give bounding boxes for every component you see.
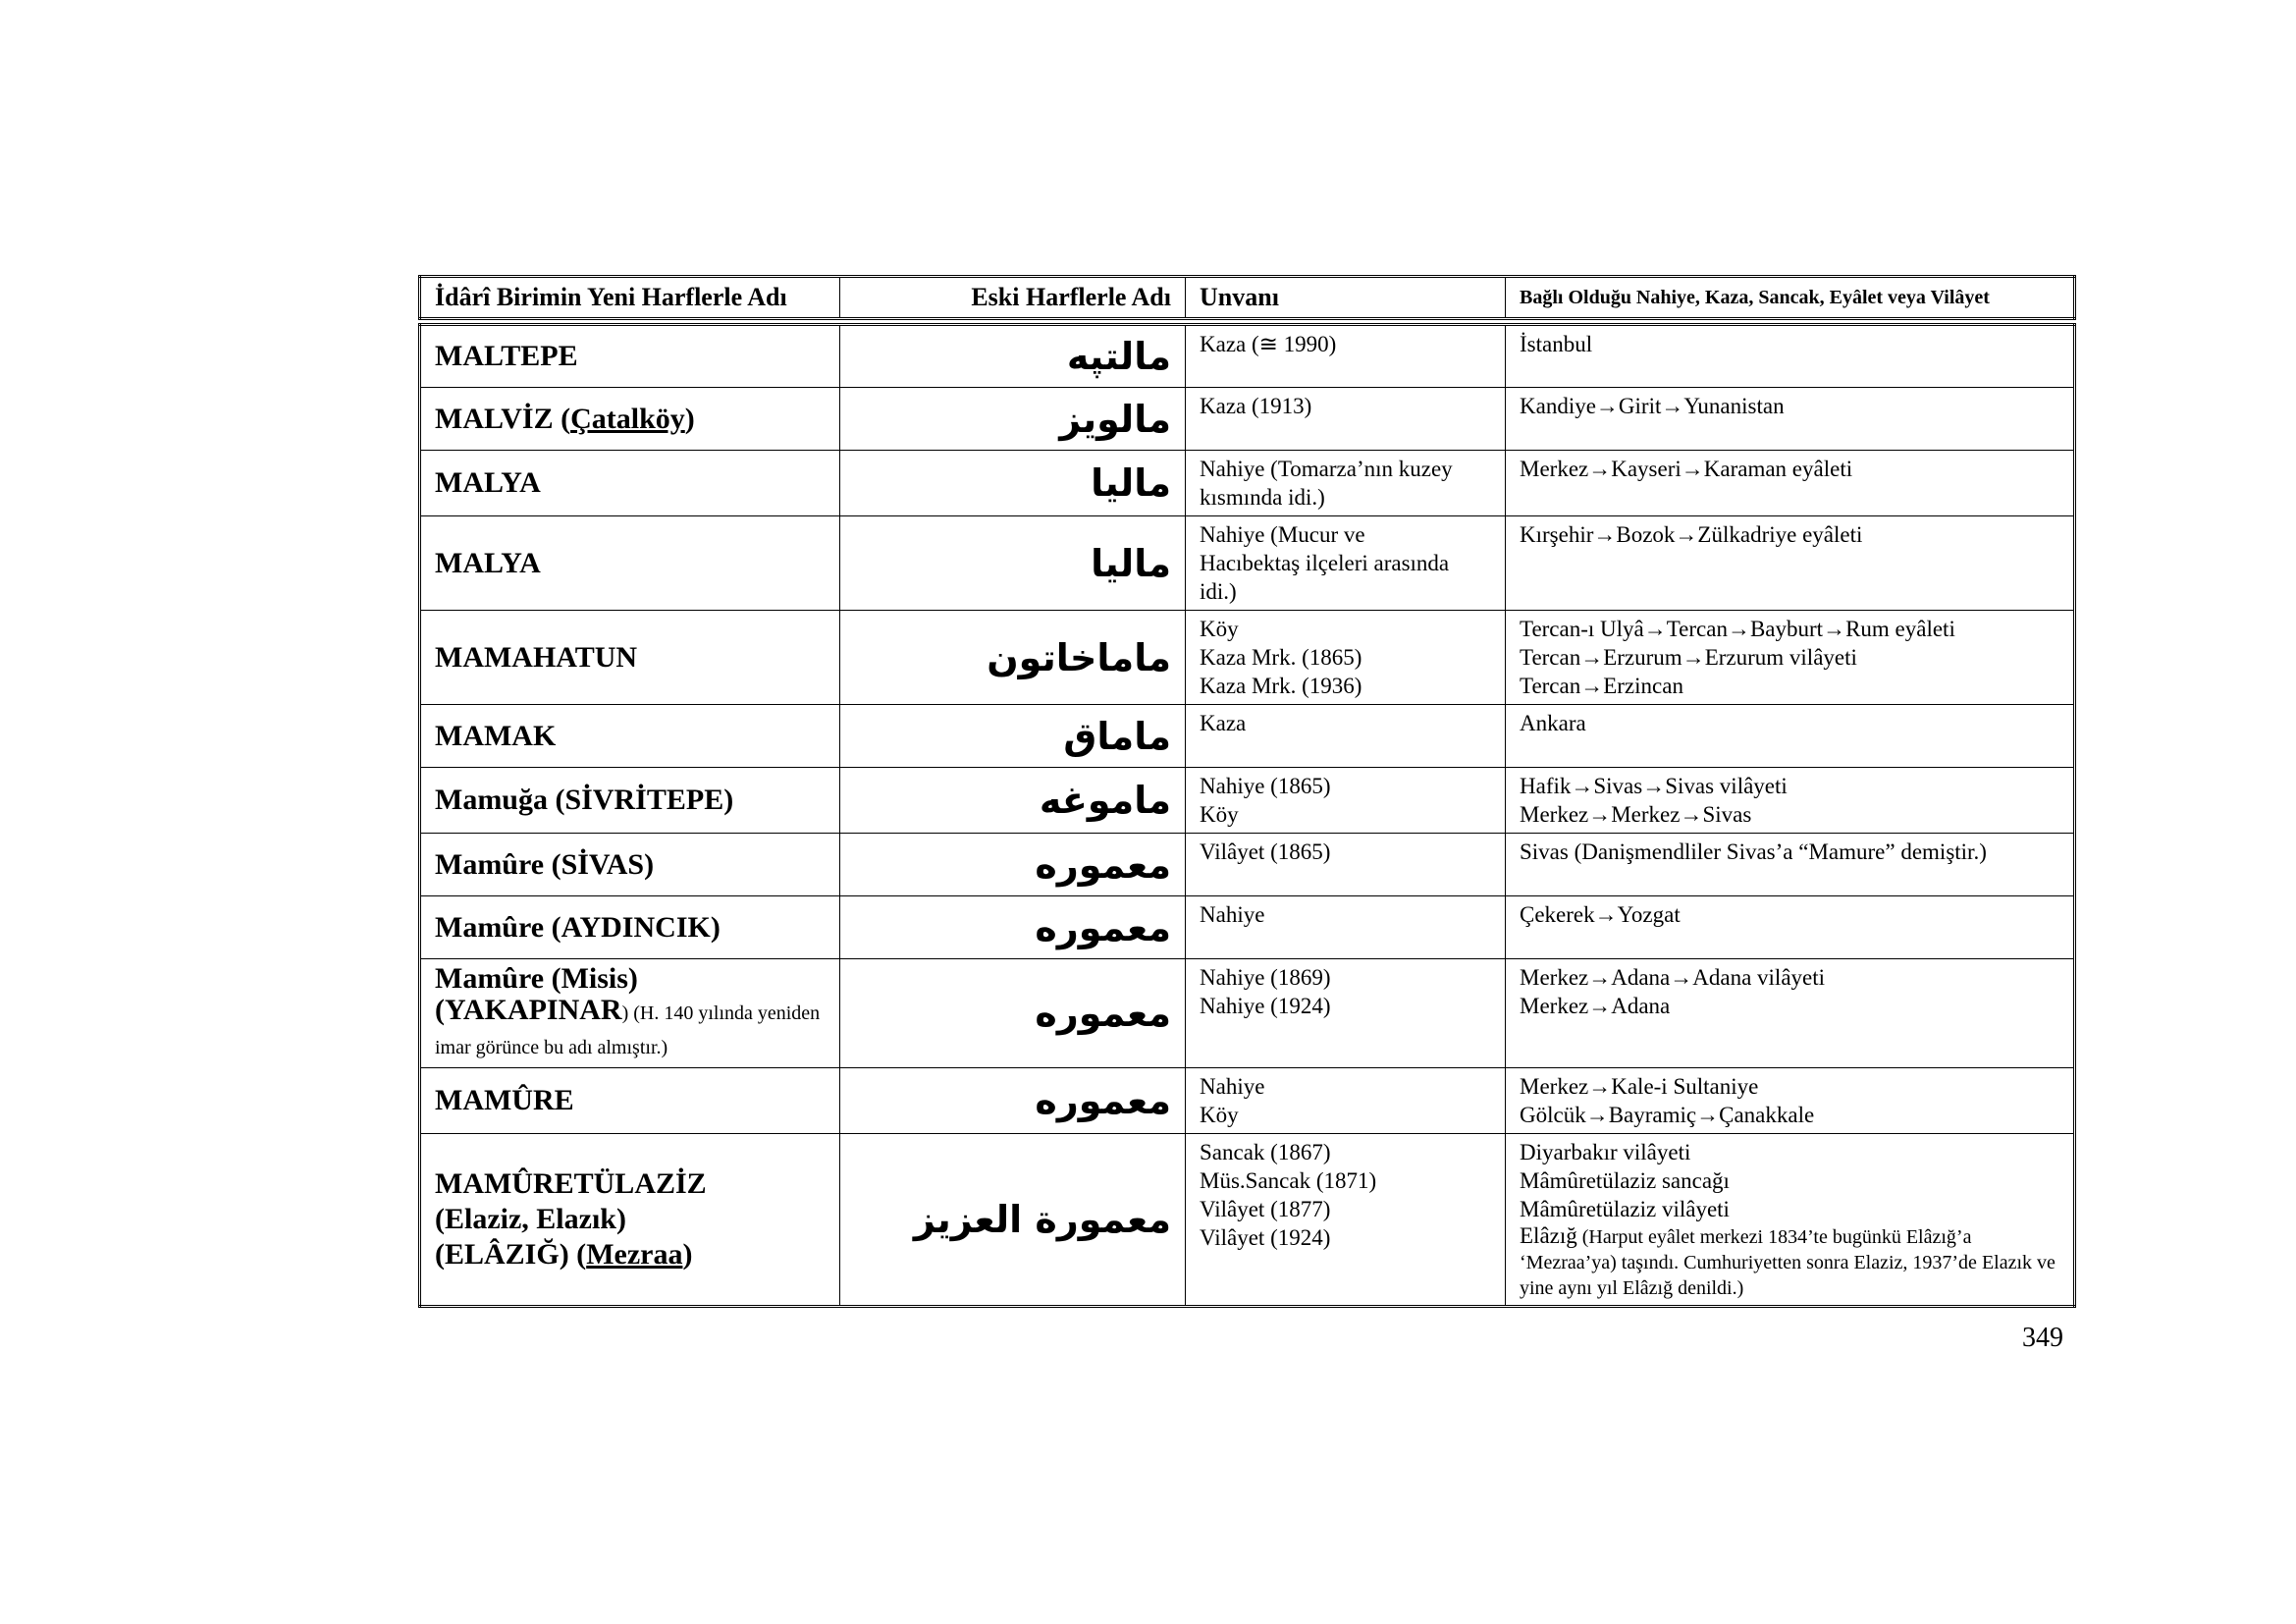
row-bagli xyxy=(1506,768,2075,834)
row-bagli xyxy=(1506,1068,2075,1134)
bagli-line: Hafik→Sivas→Sivas vilâyeti xyxy=(1520,774,1788,798)
row-name xyxy=(420,959,840,1068)
header-parent: Bağlı Olduğu Nahiye, Kaza, Sancak, Eyâlet veya Vilâyet xyxy=(1506,277,2075,319)
page-number: 349 xyxy=(2022,1323,2063,1353)
bagli-line: Gölcük→Bayramiç→Çanakkale xyxy=(1520,1103,1815,1127)
unvan-line: Sancak (1867) xyxy=(1200,1140,1331,1164)
row-bagli xyxy=(1506,896,2075,959)
row-arabic: ماماخاتون xyxy=(840,611,1186,705)
row-unvan xyxy=(1186,1068,1506,1134)
name-text: (ELÂZIĞ) ( xyxy=(435,1238,587,1271)
unvan-line: Vilâyet (1865) xyxy=(1200,839,1331,864)
header-title: Unvanı xyxy=(1186,277,1506,319)
unvan-line: Köy xyxy=(1200,617,1239,641)
body-table xyxy=(418,323,2076,1308)
row-bagli xyxy=(1506,611,2075,705)
unvan-line: Nahiye (1865) xyxy=(1200,774,1331,798)
table-row xyxy=(420,451,2075,516)
table-row xyxy=(420,611,2075,705)
unvan-line: Kaza xyxy=(1200,711,1247,735)
name-text: ) xyxy=(682,1238,693,1271)
name-text: MALVİZ ( xyxy=(435,402,571,435)
name-line: (Elaziz, Elazık) xyxy=(435,1203,626,1235)
name-underlined: Mezraa xyxy=(586,1238,683,1271)
row-arabic: معموره xyxy=(840,896,1186,959)
row-arabic: مالتپه xyxy=(840,325,1186,388)
name-line: Mamûre (Misis) xyxy=(435,962,638,995)
row-unvan xyxy=(1186,896,1506,959)
row-name: Mamûre (AYDINCIK) xyxy=(420,896,840,959)
row-name: MALYA xyxy=(420,451,840,516)
table-row xyxy=(420,768,2075,834)
table-row xyxy=(420,834,2075,896)
unvan-line: Kaza Mrk. (1865) xyxy=(1200,645,1362,670)
table-row xyxy=(420,1134,2075,1307)
unvan-line: Müs.Sancak (1871) xyxy=(1200,1168,1377,1193)
row-unvan xyxy=(1186,325,1506,388)
unvan-line: Vilâyet (1877) xyxy=(1200,1197,1331,1221)
row-name: MAMÛRE xyxy=(420,1068,840,1134)
row-unvan xyxy=(1186,705,1506,768)
row-bagli xyxy=(1506,1134,2075,1307)
name-line xyxy=(435,1237,826,1272)
row-bagli xyxy=(1506,516,2075,611)
table-row xyxy=(420,516,2075,611)
row-unvan xyxy=(1186,611,1506,705)
unvan-line: idi.) xyxy=(1200,579,1237,604)
table-row xyxy=(420,959,2075,1068)
header-table xyxy=(418,275,2076,320)
bagli-line: Mâmûretülaziz sancağı xyxy=(1520,1168,1730,1193)
unvan-line: Köy xyxy=(1200,802,1239,827)
row-name: MAMAHATUN xyxy=(420,611,840,705)
row-bagli xyxy=(1506,388,2075,451)
name-text: ) xyxy=(684,402,695,435)
row-name: Mamuğa (SİVRİTEPE) xyxy=(420,768,840,834)
row-arabic: ماليا xyxy=(840,451,1186,516)
table-row xyxy=(420,1068,2075,1134)
bagli-line: Kırşehir→Bozok→Zülkadriye eyâleti xyxy=(1520,522,1863,547)
unvan-line: Vilâyet (1924) xyxy=(1200,1225,1331,1250)
bagli-line: Ankara xyxy=(1520,711,1586,735)
bagli-line: Çekerek→Yozgat xyxy=(1520,902,1681,927)
row-name: MALYA xyxy=(420,516,840,611)
row-unvan xyxy=(1186,834,1506,896)
row-unvan xyxy=(1186,959,1506,1068)
header-name: İdârî Birimin Yeni Harflerle Adı xyxy=(420,277,840,319)
row-bagli xyxy=(1506,325,2075,388)
name-underlined: Çatalköy xyxy=(570,402,685,435)
unvan-line: Nahiye (Tomarza’nın kuzey xyxy=(1200,457,1453,481)
unvan-line: Nahiye (Mucur ve xyxy=(1200,522,1365,547)
bagli-line: Diyarbakır vilâyeti xyxy=(1520,1140,1691,1164)
table-row xyxy=(420,325,2075,388)
row-unvan xyxy=(1186,1134,1506,1307)
row-name: MAMAK xyxy=(420,705,840,768)
unvan-line: Nahiye (1924) xyxy=(1200,994,1331,1018)
unvan-line: Kaza (≅ 1990) xyxy=(1200,332,1337,356)
bagli-line: Mâmûretülaziz vilâyeti xyxy=(1520,1197,1730,1221)
bagli-line: Tercan-ı Ulyâ→Tercan→Bayburt→Rum eyâleti xyxy=(1520,617,1955,641)
bagli-line: Sivas (Danişmendliler Sivas’a “Mamure” demiştir.) xyxy=(1520,839,1987,864)
bagli-line: Tercan→Erzurum→Erzurum vilâyeti xyxy=(1520,645,1857,670)
unvan-line: Kaza Mrk. (1936) xyxy=(1200,674,1362,698)
row-arabic: ماموغه xyxy=(840,768,1186,834)
bagli-line: Merkez→Kayseri→Karaman eyâleti xyxy=(1520,457,1853,481)
name-line: (YAKAPINAR xyxy=(435,994,622,1026)
bagli-line: İstanbul xyxy=(1520,332,1593,356)
unvan-line: Hacıbektaş ilçeleri arasında xyxy=(1200,551,1450,575)
name-line: MAMÛRETÜLAZİZ xyxy=(435,1167,707,1200)
unvan-line: Kaza (1913) xyxy=(1200,394,1312,418)
bagli-line: Merkez→Kale-i Sultaniye xyxy=(1520,1074,1759,1099)
bagli-line: Merkez→Adana→Adana vilâyeti xyxy=(1520,965,1826,990)
bagli-line: Kandiye→Girit→Yunanistan xyxy=(1520,394,1785,418)
unvan-line: Nahiye (1869) xyxy=(1200,965,1331,990)
row-unvan xyxy=(1186,388,1506,451)
bagli-line: Merkez→Merkez→Sivas xyxy=(1520,802,1752,827)
row-bagli xyxy=(1506,705,2075,768)
table-row xyxy=(420,896,2075,959)
unvan-line: kısmında idi.) xyxy=(1200,485,1325,510)
row-arabic: معمورة العزيز xyxy=(840,1134,1186,1307)
row-arabic: مالويز xyxy=(840,388,1186,451)
name-note: ) (H. 140 yılında yeniden imar görünce bu adı almıştır.) xyxy=(435,1002,821,1058)
table-row xyxy=(420,388,2075,451)
bagli-line: Tercan→Erzincan xyxy=(1520,674,1683,698)
row-arabic: ماماق xyxy=(840,705,1186,768)
row-arabic: معموره xyxy=(840,1068,1186,1134)
bagli-note-text: (Harput eyâlet merkezi 1834’te bugünkü Elâzığ’a ‘Mezraa’ya) taşındı. Cumhuriyetten sonra Elaziz, 1937’de Elazık ve yine aynı yıl Elâzığ denildi.) xyxy=(1520,1226,2056,1299)
document-table xyxy=(418,275,2073,1308)
header-row xyxy=(420,277,2075,319)
row-bagli xyxy=(1506,959,2075,1068)
row-name xyxy=(420,388,840,451)
bagli-note-lead: Elâzığ xyxy=(1520,1223,1577,1248)
row-arabic: معموره xyxy=(840,834,1186,896)
row-arabic: معموره xyxy=(840,959,1186,1068)
bagli-line: Merkez→Adana xyxy=(1520,994,1671,1018)
table-row xyxy=(420,705,2075,768)
unvan-line: Köy xyxy=(1200,1103,1239,1127)
row-name xyxy=(420,1134,840,1307)
row-arabic: ماليا xyxy=(840,516,1186,611)
row-bagli xyxy=(1506,834,2075,896)
unvan-line: Nahiye xyxy=(1200,1074,1265,1099)
header-old-script: Eski Harflerle Adı xyxy=(840,277,1186,319)
row-name: MALTEPE xyxy=(420,325,840,388)
row-unvan xyxy=(1186,768,1506,834)
row-name: Mamûre (SİVAS) xyxy=(420,834,840,896)
unvan-line: Nahiye xyxy=(1200,902,1265,927)
row-unvan xyxy=(1186,451,1506,516)
row-unvan xyxy=(1186,516,1506,611)
row-bagli xyxy=(1506,451,2075,516)
bagli-note xyxy=(1520,1223,2059,1301)
